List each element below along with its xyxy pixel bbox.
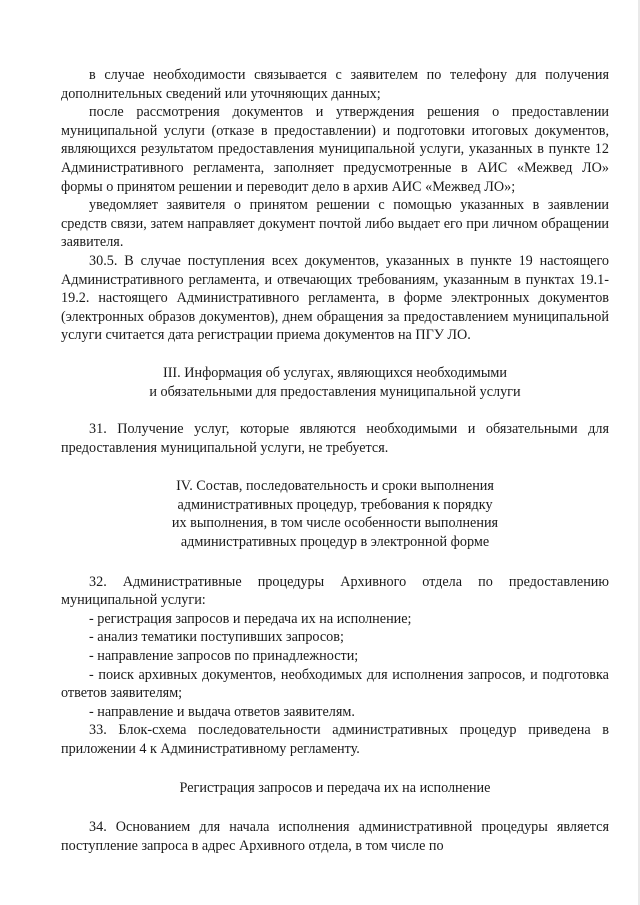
heading-line: III. Информация об услугах, являющихся необходимыми (162, 364, 508, 381)
paragraph-32: 32. Административные процедуры Архивного отдела по предоставлению муниципальной услуги: (61, 573, 609, 609)
paragraph-34: 34. Основанием для начала исполнения административной процедуры является поступление запроса в адрес Архивного отдела, в том числе по (61, 819, 609, 854)
heading-line: IV. Состав, последовательность и сроки выполнения (176, 478, 494, 495)
paragraph-30-5: 30.5. В случае поступления всех документов, указанных в пункте 19 настоящего Административного регламента, и отвечающих требованиям, указанным в пунктах 19.1-19.2. настоящего Административного регламента, в форме электронных документов (электронных образов документов), днем обращения за предоставлением муниципальной услуги считается дата регистрации приема документов на ПГУ ЛО. (61, 252, 609, 344)
heading-line: Регистрация запросов и передача их на исполнение (179, 779, 491, 796)
heading-line: их выполнения, в том числе особенности выполнения (171, 515, 499, 532)
heading-line: и обязательными для предоставления муниципальной услуги (149, 383, 521, 400)
list-item: - регистрация запросов и передача их на исполнение; (89, 610, 412, 627)
section-heading-iii (61, 364, 609, 401)
list-item: - анализ тематики поступивших запросов; (89, 629, 344, 646)
document-body (61, 66, 609, 855)
paragraph: уведомляет заявителя о принятом решении с помощью указанных в заявлении средств связи, затем направляет документ почтой либо выдает его при личном обращении заявителя. (61, 197, 609, 251)
heading-line: административных процедур, требования к порядку (177, 496, 493, 513)
list-item: - направление запросов по принадлежности; (89, 648, 359, 665)
paragraph-31: 31. Получение услуг, которые являются необходимыми и обязательными для предоставления муниципальной услуги, не требуется. (61, 421, 609, 456)
paragraph: после рассмотрения документов и утверждения решения о предоставлении муниципальной услуги (отказе в предоставлении) и подготовки итоговых документов, являющихся результатом предоставления муниципальной услуги, указанных в пункте 12 Административного регламента, заполняет предусмотренные в АИС «Межвед ЛО» формы о принятом решении и переводит дело в архив АИС «Межвед ЛО»; (61, 104, 609, 195)
section-heading-iv (61, 477, 609, 551)
heading-line: административных процедур в электронной форме (180, 534, 490, 551)
list-item: - поиск архивных документов, необходимых для исполнения запросов, и подготовка ответов заявителям; (61, 666, 609, 702)
subsection-heading (61, 779, 609, 798)
paragraph: в случае необходимости связывается с заявителем по телефону для получения дополнительных сведений или уточняющих данных; (61, 67, 609, 102)
list-item: - направление и выдача ответов заявителям. (89, 703, 355, 720)
paragraph-33: 33. Блок-схема последовательности административных процедур приведена в приложении 4 к Административному регламенту. (61, 722, 609, 757)
